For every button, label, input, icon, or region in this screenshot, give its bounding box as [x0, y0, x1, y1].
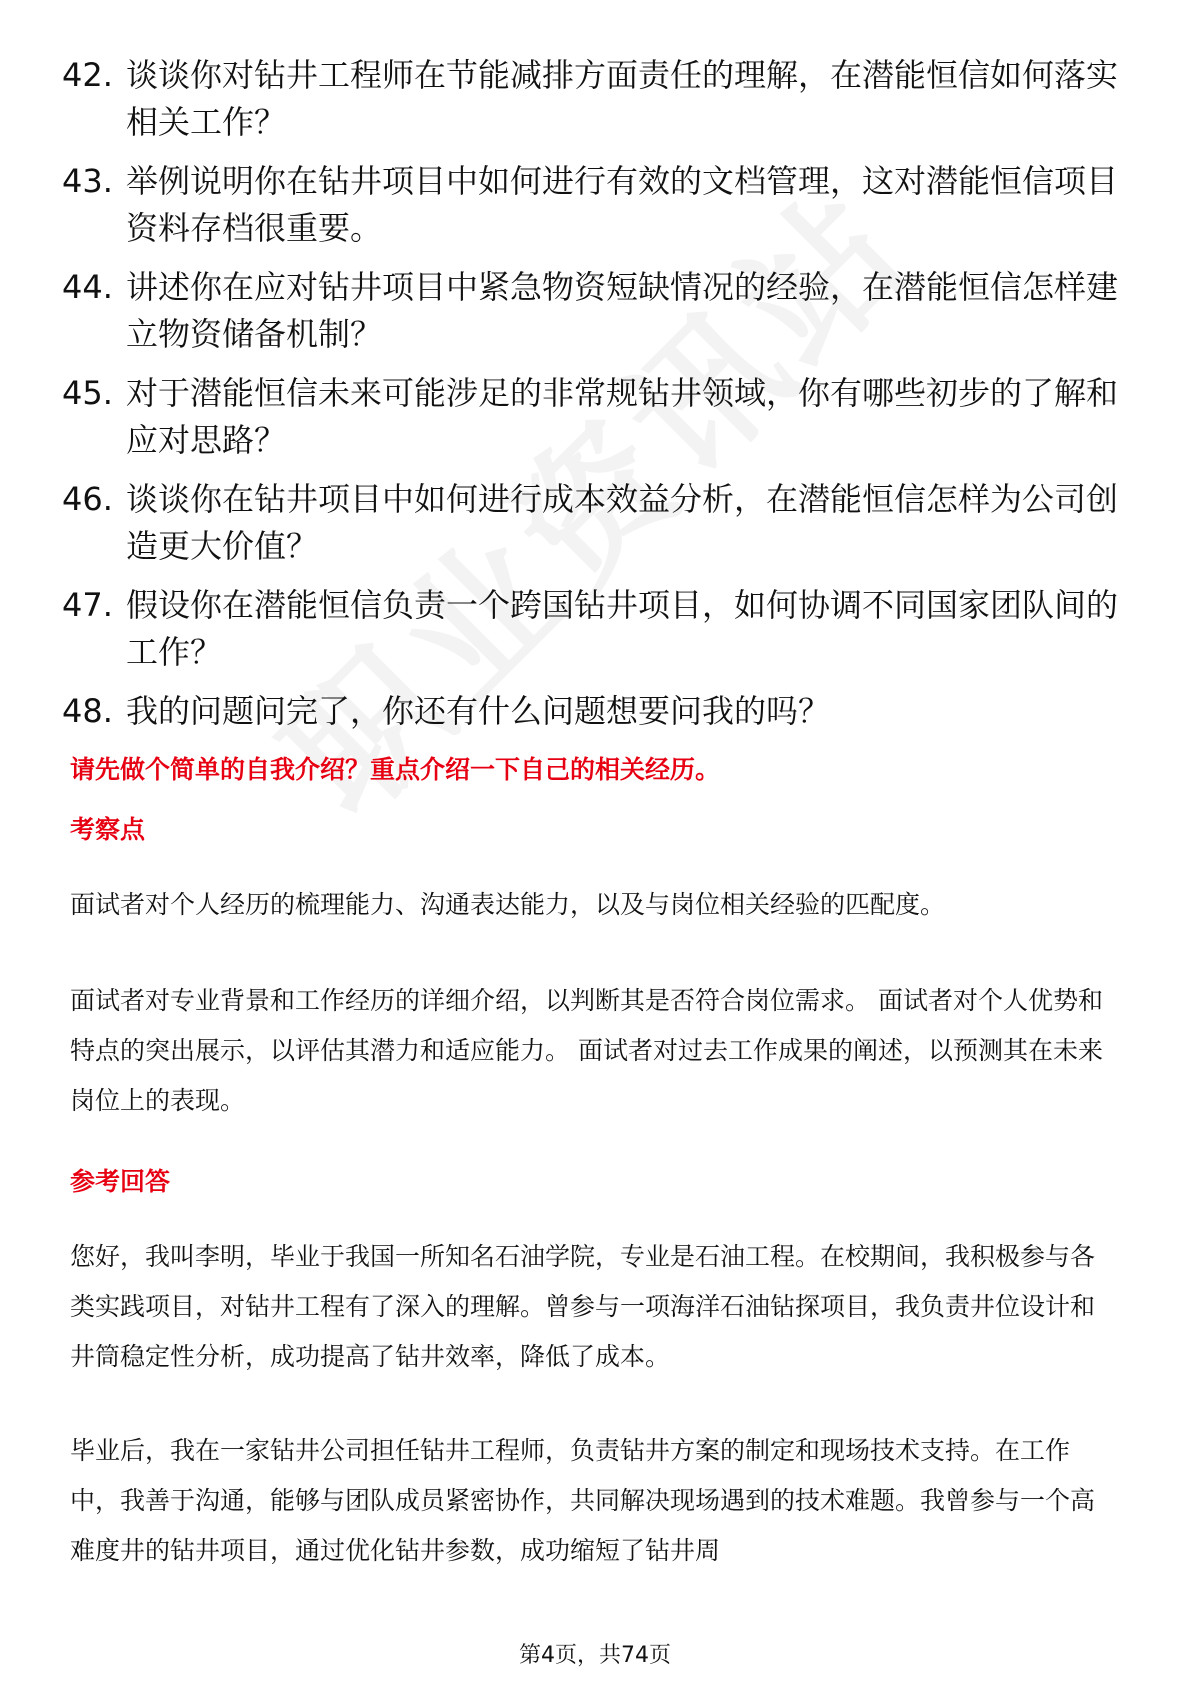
focus-title: 考察点	[70, 815, 146, 844]
question-heading: 请先做个简单的自我介绍？重点介绍一下自己的相关经历。	[70, 755, 721, 784]
question-number: 48.	[62, 692, 113, 730]
answer-title: 参考回答	[70, 1167, 171, 1196]
question-number: 42.	[62, 56, 113, 94]
question-number: 43.	[62, 162, 113, 200]
question-item	[62, 582, 1122, 676]
question-number: 47.	[62, 586, 113, 624]
question-text: 举例说明你在钻井项目中如何进行有效的文档管理，这对潜能恒信项目资料存档很重要。	[126, 162, 1119, 247]
page-footer: 第4页，共74页	[519, 1643, 671, 1668]
question-item	[62, 264, 1122, 358]
question-text: 讲述你在应对钻井项目中紧急物资短缺情况的经验，在潜能恒信怎样建立物资储备机制？	[126, 268, 1119, 353]
answer-paragraph-1: 您好，我叫李明，毕业于我国一所知名石油学院，专业是石油工程。在校期间，我积极参与各类实践项目，对钻井工程有了深入的理解。曾参与一项海洋石油钻探项目，我负责井位设计和井筒稳定性分析，成功提高了钻井效率，降低了成本。	[70, 1242, 1096, 1371]
question-text: 谈谈你对钻井工程师在节能减排方面责任的理解，在潜能恒信如何落实相关工作？	[126, 56, 1119, 141]
question-number: 44.	[62, 268, 113, 306]
question-text: 对于潜能恒信未来可能涉足的非常规钻井领域，你有哪些初步的了解和应对思路？	[126, 374, 1119, 459]
question-number: 45.	[62, 374, 113, 412]
question-number: 46.	[62, 480, 113, 518]
question-item	[62, 476, 1122, 570]
question-item	[62, 688, 1122, 735]
question-text: 谈谈你在钻井项目中如何进行成本效益分析，在潜能恒信怎样为公司创造更大价值？	[126, 480, 1119, 565]
answer-paragraph-2: 毕业后，我在一家钻井公司担任钻井工程师，负责钻井方案的制定和现场技术支持。在工作中，我善于沟通，能够与团队成员紧密协作，共同解决现场遇到的技术难题。我曾参与一个高难度井的钻井项目，通过优化钻井参数，成功缩短了钻井周	[70, 1436, 1096, 1565]
question-text: 我的问题问完了，你还有什么问题想要问我的吗？	[126, 692, 831, 730]
focus-paragraph-2: 面试者对专业背景和工作经历的详细介绍，以判断其是否符合岗位需求。 面试者对个人优势和特点的突出展示，以评估其潜力和适应能力。 面试者对过去工作成果的阐述，以预测其在未来岗位上的表现。	[70, 986, 1103, 1115]
question-item	[62, 52, 1122, 146]
question-text: 假设你在潜能恒信负责一个跨国钻井项目，如何协调不同国家团队间的工作？	[126, 586, 1119, 671]
question-item	[62, 158, 1122, 252]
question-item	[62, 370, 1122, 464]
question-list	[62, 52, 1122, 747]
focus-paragraph-1: 面试者对个人经历的梳理能力、沟通表达能力，以及与岗位相关经验的匹配度。	[70, 890, 946, 919]
